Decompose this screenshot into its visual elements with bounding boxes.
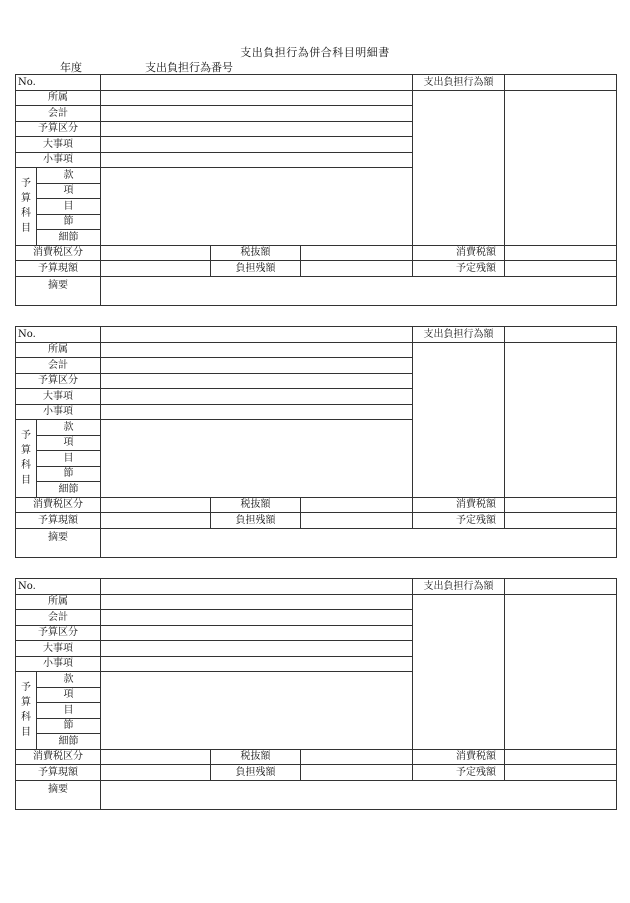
summary-label: 摘要 — [16, 276, 101, 305]
budget-item-kou: 項 — [37, 435, 101, 451]
amount-field[interactable] — [505, 327, 617, 343]
planned-remaining-field[interactable] — [505, 765, 617, 781]
amount-area-right[interactable] — [505, 342, 617, 497]
row-label-minor-item: 小事項 — [16, 404, 101, 420]
summary-field[interactable] — [101, 780, 617, 809]
amount-label: 支出負担行為額 — [413, 579, 505, 595]
account-field[interactable] — [101, 358, 413, 374]
budget-current-label: 予算現額 — [16, 513, 101, 529]
budget-item-setsu: 節 — [37, 718, 101, 734]
minor-item-field[interactable] — [101, 656, 413, 672]
summary-label: 摘要 — [16, 528, 101, 557]
no-label: No. — [16, 579, 101, 595]
amount-area-right[interactable] — [505, 594, 617, 749]
account-field[interactable] — [101, 610, 413, 626]
tax-excluded-field[interactable] — [301, 749, 413, 765]
budget-item-moku: 目 — [37, 703, 101, 719]
remaining-label: 負担残額 — [211, 261, 301, 277]
budget-item-setsu: 節 — [37, 214, 101, 230]
budget-subject-char: 予 — [21, 178, 31, 190]
amount-label: 支出負担行為額 — [413, 75, 505, 91]
minor-item-field[interactable] — [101, 152, 413, 168]
budget-class-field[interactable] — [101, 373, 413, 389]
amount-area-left[interactable] — [413, 594, 505, 749]
row-label-major-item: 大事項 — [16, 137, 101, 153]
detail-table — [15, 578, 617, 810]
tax-class-field[interactable] — [101, 497, 211, 513]
detail-table — [15, 74, 617, 306]
budget-class-field[interactable] — [101, 625, 413, 641]
budget-current-label: 予算現額 — [16, 261, 101, 277]
summary-label: 摘要 — [16, 780, 101, 809]
tax-class-label: 消費税区分 — [16, 245, 101, 261]
row-label-affiliation: 所属 — [16, 594, 101, 610]
budget-subject-field[interactable] — [101, 672, 413, 750]
detail-block — [15, 74, 616, 306]
planned-remaining-label: 予定残額 — [413, 513, 505, 529]
remaining-label: 負担残額 — [211, 765, 301, 781]
consumption-tax-label: 消費税額 — [413, 497, 505, 513]
row-label-minor-item: 小事項 — [16, 152, 101, 168]
budget-current-label: 予算現額 — [16, 765, 101, 781]
remaining-field[interactable] — [301, 261, 413, 277]
budget-item-kan: 款 — [37, 168, 101, 184]
major-item-field[interactable] — [101, 641, 413, 657]
row-label-account: 会計 — [16, 610, 101, 626]
consumption-tax-field[interactable] — [505, 245, 617, 261]
budget-subject-char: 科 — [21, 460, 31, 472]
amount-field[interactable] — [505, 579, 617, 595]
remaining-field[interactable] — [301, 513, 413, 529]
budget-item-saisetsu: 細節 — [37, 734, 101, 750]
row-label-account: 会計 — [16, 106, 101, 122]
budget-class-field[interactable] — [101, 121, 413, 137]
row-label-major-item: 大事項 — [16, 641, 101, 657]
budget-item-setsu: 節 — [37, 466, 101, 482]
tax-excluded-label: 税抜額 — [211, 749, 301, 765]
budget-current-field[interactable] — [101, 765, 211, 781]
year-label: 年度 — [60, 61, 82, 74]
budget-subject-char: 算 — [21, 697, 31, 709]
planned-remaining-field[interactable] — [505, 513, 617, 529]
budget-subject-char: 予 — [21, 682, 31, 694]
budget-subject-field[interactable] — [101, 168, 413, 246]
consumption-tax-field[interactable] — [505, 497, 617, 513]
row-label-minor-item: 小事項 — [16, 656, 101, 672]
budget-subject-label — [16, 168, 37, 246]
budget-subject-char: 算 — [21, 445, 31, 457]
major-item-field[interactable] — [101, 389, 413, 405]
budget-subject-char: 予 — [21, 430, 31, 442]
budget-item-moku: 目 — [37, 451, 101, 467]
budget-subject-label — [16, 420, 37, 498]
planned-remaining-field[interactable] — [505, 261, 617, 277]
major-item-field[interactable] — [101, 137, 413, 153]
tax-class-label: 消費税区分 — [16, 749, 101, 765]
tax-excluded-field[interactable] — [301, 497, 413, 513]
budget-subject-char: 目 — [21, 475, 31, 487]
tax-excluded-field[interactable] — [301, 245, 413, 261]
no-label: No. — [16, 75, 101, 91]
row-label-budget-class: 予算区分 — [16, 121, 101, 137]
minor-item-field[interactable] — [101, 404, 413, 420]
account-field[interactable] — [101, 106, 413, 122]
detail-table — [15, 326, 617, 558]
remaining-label: 負担残額 — [211, 513, 301, 529]
detail-block — [15, 578, 616, 810]
summary-field[interactable] — [101, 276, 617, 305]
row-label-budget-class: 予算区分 — [16, 373, 101, 389]
detail-block — [15, 326, 616, 558]
row-label-major-item: 大事項 — [16, 389, 101, 405]
affiliation-field[interactable] — [101, 594, 413, 610]
row-label-budget-class: 予算区分 — [16, 625, 101, 641]
tax-class-field[interactable] — [101, 749, 211, 765]
budget-current-field[interactable] — [101, 261, 211, 277]
amount-area-right[interactable] — [505, 90, 617, 245]
budget-item-moku: 目 — [37, 199, 101, 215]
row-label-account: 会計 — [16, 358, 101, 374]
consumption-tax-field[interactable] — [505, 749, 617, 765]
document-title: 支出負担行為併合科目明細書 — [240, 46, 390, 59]
tax-excluded-label: 税抜額 — [211, 245, 301, 261]
summary-field[interactable] — [101, 528, 617, 557]
budget-subject-char: 目 — [21, 223, 31, 235]
no-label: No. — [16, 327, 101, 343]
planned-remaining-label: 予定残額 — [413, 765, 505, 781]
amount-label: 支出負担行為額 — [413, 327, 505, 343]
budget-item-kou: 項 — [37, 183, 101, 199]
obligation-number-label: 支出負担行為番号 — [145, 61, 233, 74]
consumption-tax-label: 消費税額 — [413, 749, 505, 765]
consumption-tax-label: 消費税額 — [413, 245, 505, 261]
budget-item-kan: 款 — [37, 420, 101, 436]
remaining-field[interactable] — [301, 765, 413, 781]
budget-subject-char: 算 — [21, 193, 31, 205]
no-field[interactable] — [101, 327, 413, 343]
planned-remaining-label: 予定残額 — [413, 261, 505, 277]
budget-subject-label — [16, 672, 37, 750]
tax-excluded-label: 税抜額 — [211, 497, 301, 513]
tax-class-field[interactable] — [101, 245, 211, 261]
budget-subject-char: 科 — [21, 208, 31, 220]
tax-class-label: 消費税区分 — [16, 497, 101, 513]
budget-item-kan: 款 — [37, 672, 101, 688]
affiliation-field[interactable] — [101, 342, 413, 358]
no-field[interactable] — [101, 579, 413, 595]
budget-subject-char: 科 — [21, 712, 31, 724]
budget-item-kou: 項 — [37, 687, 101, 703]
budget-subject-field[interactable] — [101, 420, 413, 498]
affiliation-field[interactable] — [101, 90, 413, 106]
budget-item-saisetsu: 細節 — [37, 482, 101, 498]
budget-current-field[interactable] — [101, 513, 211, 529]
row-label-affiliation: 所属 — [16, 342, 101, 358]
amount-area-left[interactable] — [413, 342, 505, 497]
budget-subject-char: 目 — [21, 727, 31, 739]
no-field[interactable] — [101, 75, 413, 91]
budget-item-saisetsu: 細節 — [37, 230, 101, 246]
row-label-affiliation: 所属 — [16, 90, 101, 106]
amount-area-left[interactable] — [413, 90, 505, 245]
amount-field[interactable] — [505, 75, 617, 91]
